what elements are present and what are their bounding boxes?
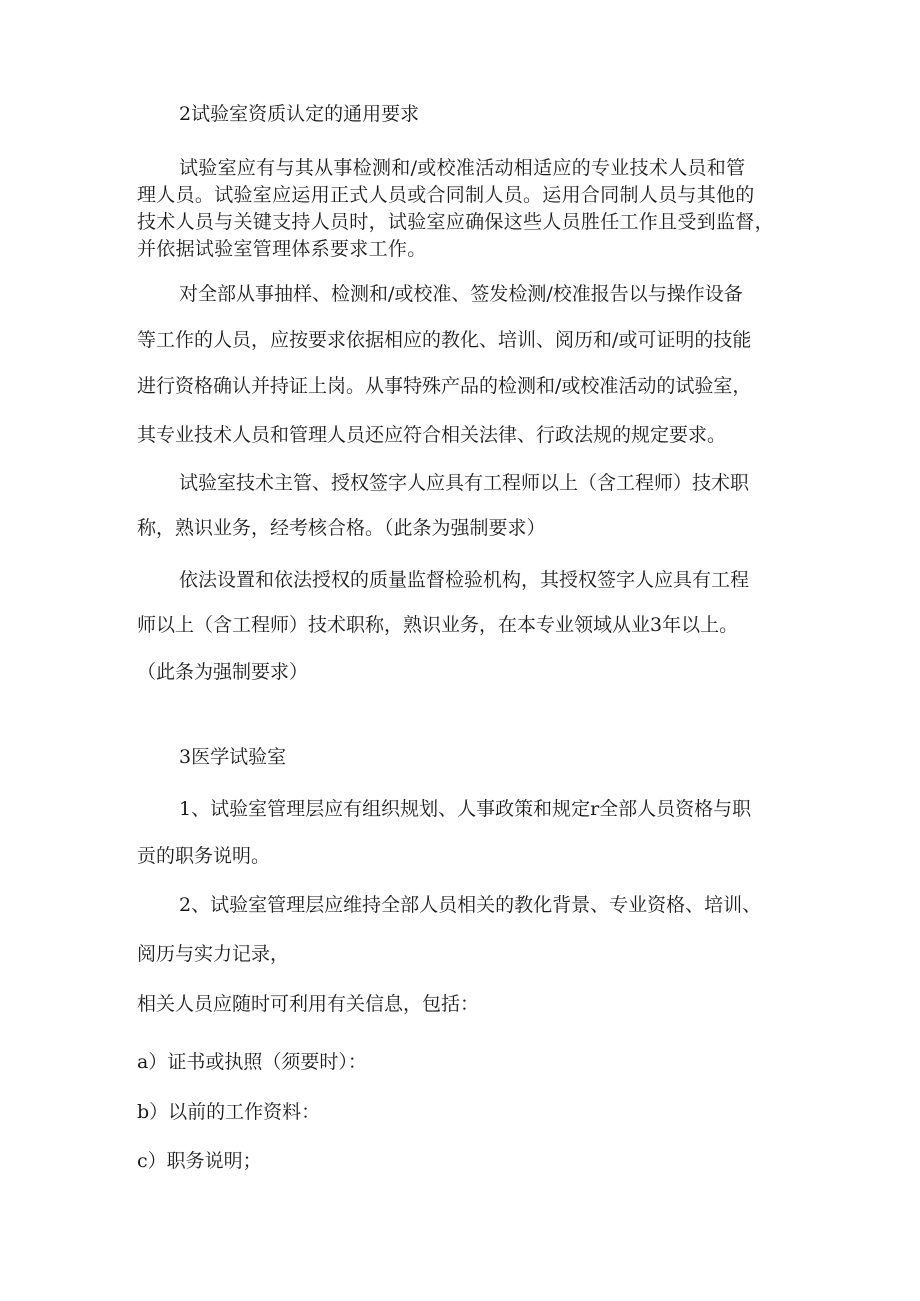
- paragraph-1-line-3: 技术人员与关键支持人员时，试验室应确保这些人员胜任工作且受到监督，: [137, 211, 774, 233]
- section-3-heading: 3医学试验室: [179, 746, 287, 768]
- item-2-line-1: 2、试验室管理层应维持全部人员相关的教化背景、专业资格、培训、: [179, 894, 762, 916]
- list-item: c）职务说明；: [137, 1150, 262, 1172]
- paragraph-4-line-1: 依法设置和依法授权的质量监督检验机构，其授权签字人应具有工程: [179, 569, 750, 591]
- paragraph-2-line-2: 等工作的人员，应按要求依据相应的教化、培训、阅历和/或可证明的技能: [137, 329, 752, 351]
- item-1-line-1: 1、试验室管理层应有组织规划、人事政策和规定r全部人员资格与职: [179, 798, 752, 820]
- paragraph-1-line-2: 理人员。试验室应运用正式人员或合同制人员。运用合同制人员与其他的: [137, 184, 755, 206]
- paragraph-2-line-3: 进行资格确认并持证上岗。从事特殊产品的检测和/或校准活动的试验室，: [137, 375, 752, 397]
- item-1-line-2: 贡的职务说明。: [137, 845, 271, 867]
- paragraph-4-line-3: （此条为强制要求）: [137, 661, 309, 683]
- paragraph-2-line-4: 其专业技术人员和管理人员还应符合相关法律、行政法规的规定要求。: [137, 424, 727, 446]
- list-item: b）以前的工作资料：: [137, 1101, 321, 1123]
- paragraph-4-line-2: 师以上（含工程师）技术职称，熟识业务，在本专业领域从业3年以上。: [137, 614, 739, 636]
- paragraph-1-line-1: 试验室应有与其从事检测和/或校准活动相适应的专业技术人员和管: [179, 157, 746, 179]
- paragraph-3-line-1: 试验室技术主管、授权签字人应具有工程师以上（含工程师）技术职: [179, 472, 750, 494]
- section-2-heading: 2试验室资质认定的通用要求: [179, 103, 420, 125]
- info-intro: 相关人员应随时可利用有关信息，包括：: [137, 993, 480, 1015]
- paragraph-2-line-1: 对全部从事抽样、检测和/或校准、签发检测/校准报告以与操作设备: [179, 283, 743, 305]
- paragraph-1-line-4: 并依据试验室管理体系要求工作。: [137, 238, 427, 260]
- paragraph-3-line-2: 称，熟识业务，经考核合格。（此条为强制要求）: [137, 517, 546, 539]
- list-item: a）证书或执照（须要时）：: [137, 1051, 367, 1073]
- item-2-line-2: 阅历与实力记录，: [137, 943, 290, 965]
